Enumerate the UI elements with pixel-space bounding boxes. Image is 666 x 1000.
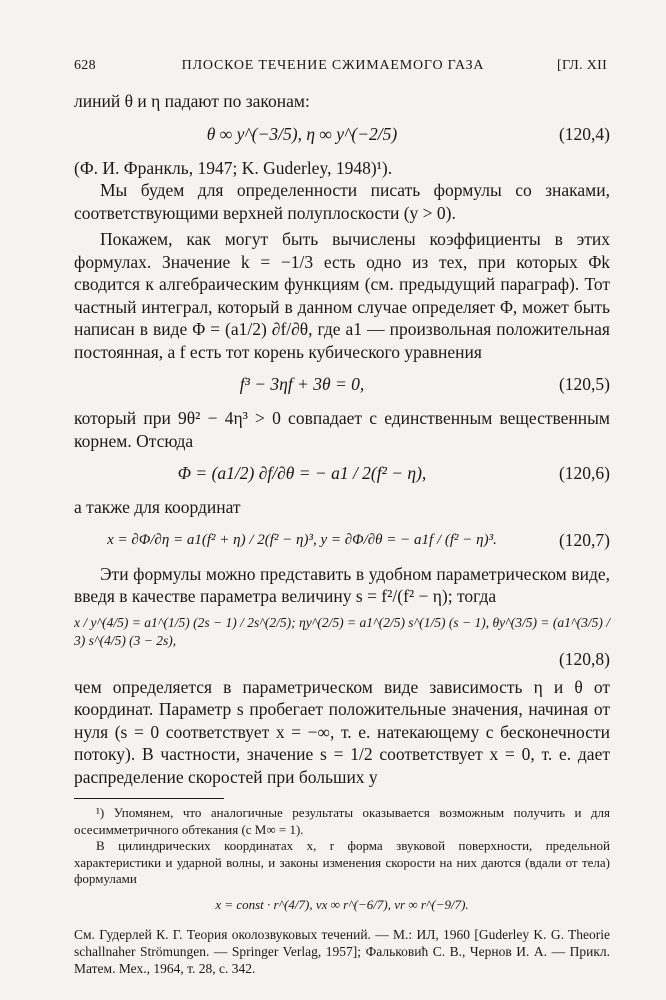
equation-120-5	[74, 363, 610, 407]
paragraph-5: который при 9θ² − 4η³ > 0 совпадает с единственным вещественным корнем. Отсюда	[74, 408, 610, 451]
equation-formula: x / y^(4/5) = a1^(1/5) (2s − 1) / 2s^(2/5); ηy^(2/5) = a1^(2/5) s^(1/5) (s − 1), θy^(3/5) = (a1^(3/5) / 3) s^(4/5) (3 − 2s),	[74, 614, 610, 648]
main-text	[74, 90, 610, 977]
paragraph-1: линий θ и η падают по законам:	[74, 91, 310, 111]
equation-number: (120,4)	[558, 123, 610, 144]
paragraph-7: Эти формулы можно представить в удобном параметрическом виде, введя в качестве параметра величину s = f²/(f² − η); тогда	[74, 563, 610, 606]
paragraph-2: (Ф. И. Франкль, 1947; K. Guderley, 1948)¹).	[74, 157, 393, 178]
paragraph-3: Мы будем для определенности писать формулы со знаками, соответствующими верхней полуплоскости (y > 0).	[74, 180, 610, 223]
chapter-label: [ГЛ. XII	[557, 58, 608, 73]
equation-formula: x = ∂Φ/∂η = a1(f² + η) / 2(f² − η)³, y = ∂Φ/∂θ = − a1f / (f² − η)³.	[107, 531, 497, 548]
footnote-divider	[74, 798, 224, 799]
reference-note: См. Гудерлей К. Г. Теория околозвуковых течений. — М.: ИЛ, 1960 [Guderley K. G. Theorie schallnaher Strömungen. — Springer Verlag, 1957]; Фальковић С. В., Чернов И. А. — Прикл. Матем. Мех., 1964, т. 28, с. 342.	[74, 927, 610, 976]
paragraph-6: а также для координат	[74, 497, 241, 517]
running-title: ПЛОСКОЕ ТЕЧЕНИЕ СЖИМАЕМОГО ГАЗА	[181, 58, 485, 73]
equation-formula: Φ = (a1/2) ∂f/∂θ = − a1 / 2(f² − η),	[177, 463, 427, 483]
footnote-2: В цилиндрических координатах x, r форма звуковой поверхности, предельной характеристики и ударной волны, и законы изменения скорости на них даются (вдали от тела) формулами	[74, 838, 610, 886]
equation-number: (120,8)	[558, 648, 610, 669]
equation-number: (120,7)	[558, 529, 610, 550]
equation-120-8	[74, 608, 610, 668]
equation-number: (120,5)	[558, 374, 610, 394]
equation-formula: f³ − 3ηf + 3θ = 0,	[239, 374, 365, 394]
footnote-formula: x = const · r^(4/7), vx ∞ r^(−6/7), vr ∞ r^(−9/7).	[215, 896, 469, 912]
paragraph-4: Покажем, как могут быть вычислены коэффициенты в этих формулах. Значение k = −1/3 есть одно из тех, при которых Φk сводится к алгебраическим функциям (см. предыдущий параграф). Тот частный интеграл, который в данном случае определяет Φ, может быть написан в виде Φ = (a1/2) ∂f/∂θ, где a1 — произвольная положительная постоянная, а f есть тот корень кубического уравнения	[74, 229, 610, 362]
equation-number: (120,6)	[558, 463, 610, 483]
equation-120-7	[74, 519, 610, 563]
equation-formula: θ ∞ y^(−3/5), η ∞ y^(−2/5)	[206, 123, 398, 144]
paragraph-8: чем определяется в параметрическом виде зависимость η и θ от координат. Параметр s пробегает положительные значения, начиная от нуля (s = 0 соответствует x = −∞, т. е. натекающему с бесконечности потоку). В частности, значение s = 1/2 соответствует x = 0, т. е. дает распределение скоростей при больших y	[74, 676, 610, 787]
footnote-1: ¹) Упомянем, что аналогичные результаты оказывается возможным получить и для осесимметричного обтекания (с M∞ = 1).	[74, 805, 610, 837]
equation-120-6	[74, 452, 610, 496]
equation-120-4	[74, 113, 610, 157]
page-number: 628	[74, 58, 96, 73]
